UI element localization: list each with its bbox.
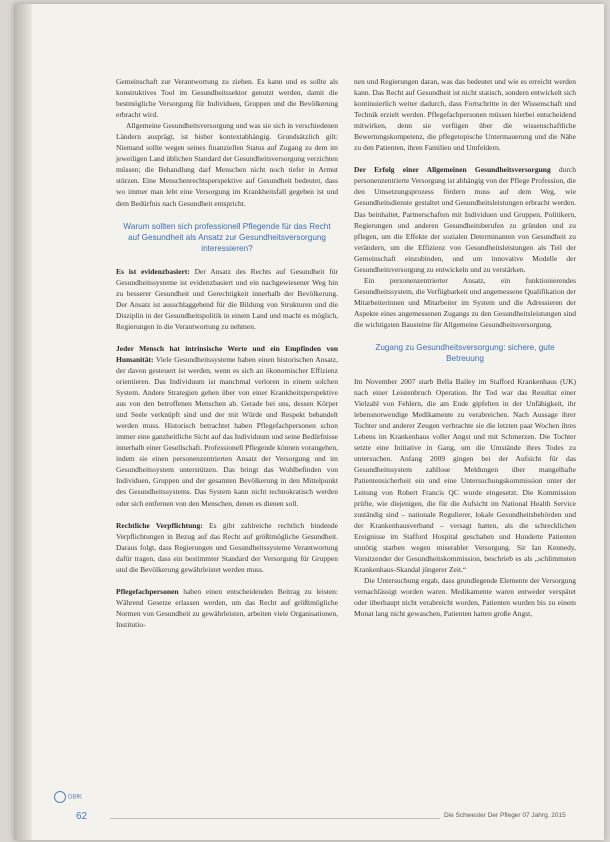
paragraph: Gemeinschaft zur Verantwortung zu ziehen. Es kann und es sollte als konstruktives Tool im Gesundheitssektor genutzt werden, damit die bestmögliche Versorgung für Individuen, Gruppen und die Bevölkerung erbracht wird. xyxy=(116,77,338,120)
paragraph: Ein personenzentrierter Ansatz, ein funktionierendes Gesundheitssystem, die Verfügbarkeit und angemessene Qualifikation der Mitarbeiterinnen und Mitarbeiter im System und die Adressieren der Aspekte eines angemessenen Zugangs zu den Gesundheitsleistungen sind die wichtigsten Bausteine für Allgemeine Gesundheitsversorgung. xyxy=(354,275,576,329)
paragraph-lead: Pflegefachpersonen xyxy=(116,586,179,596)
left-column xyxy=(116,76,338,630)
page-spine-shadow xyxy=(14,4,32,840)
paragraph xyxy=(116,520,338,575)
paragraph-body: Es gibt zahlreiche rechtlich bindende Verpflichtungen in Bezug auf das Recht auf größtmögliche Gesundheit. Daraus folgt, dass Regierungen und Gesundheitssysteme Verantwortung dafür tragen, dass ein bestimmter Standard der Versorgung für Gruppen und die Bevölkerung gewährleistet werden muss. xyxy=(116,520,338,574)
journal-citation: Die Schwester Der Pfleger 07 Jahrg. 2015 xyxy=(444,812,566,819)
paragraph-body: haben einen entscheidenden Beitrag zu leisten: Während Gesetze erlassen werden, um das Recht auf größtmögliche Normen von Gesundheit zu gewährleisten, arbeiten viele Organisationen, Institutio- xyxy=(116,586,338,629)
logo-icon xyxy=(54,791,66,803)
paragraph-body: Der Ansatz des Rechts auf Gesundheit für Gesundheitssysteme ist evidenzbasiert und ein nachgewiesener Weg hin zu besserer Gesundheit und Gerechtigkeit innerhalb der Bevölkerung. Der Ansatz ist ausschlaggebend für die Bildung von Strukturen und die Disziplin in der Gesundheitspolitik in einem Land und macht es möglich, Regierungen in die Verantwortung zu nehmen. xyxy=(116,266,338,331)
paragraph xyxy=(116,343,338,509)
footer-divider xyxy=(110,818,440,819)
paragraph xyxy=(116,266,338,332)
right-column xyxy=(354,76,576,619)
paragraph: Allgemeine Gesundheitsversorgung und was sie sich in verschiedenen Ländern ausprägt, ist bisher kontextabhängig. Grundsätzlich gilt: Niemand sollte wegen seines finanziellen Status auf Zugang zu dem im jeweiligen Land üblichen Standard der Gesundheitsversorgung verzichten müssen; die Behandlung darf Menschen nicht noch tiefer in Armut stürzen. Eine Menschenrechtsperspektive auf Gesundheit bedeutet, dass wo immer man lebt eine Versorgung im Krankheitsfall gegeben ist und dem Bedürfnis nach Gesundheit entspricht. xyxy=(116,121,338,208)
paragraph xyxy=(354,164,576,274)
page-number: 62 xyxy=(76,811,88,822)
logo-text: DBfK xyxy=(68,794,83,801)
section-subheading: Warum sollten sich professionell Pflegende für das Recht auf Gesundheit als Ansatz zur Gesundheitsversorgung interessieren? xyxy=(123,221,331,253)
paragraph-body: Viele Gesundheitssysteme haben einen historischen Ansatz, der davon gesteuert ist werden, wenn es sich an ökonomischer Effizienz orientieren. Das Individuum ist manchmal verloren in einem solchen System. Andere Strategien gehen über von einer Krankheitsperspektive aus von den betroffenen Menschen ab. Gerade bei uns, dessen Körper und Seele verknüpft sind und der mit Würde und Respekt behandelt werden muss. Historisch betrachtet haben Pflegefachpersonen schon immer eine ganzheitliche Sicht auf das Individuum und seine Bedürfnisse innerhalb einer Gesellschaft. Professionell Pflegende können vorangehen, indem sie einen personenzentrierten Ansatz der Versorgung und im Gesundheitssystem unterstützen. Das bringt das Wohlbefinden von Individuen, Gruppen und der gesamten Bevölkerung in den Mittelpunkt des Gesundheitssystems. Das System kann nicht technokratisch werden oder sich entfernen von den Menschen, denen es dienen soll. xyxy=(116,354,338,508)
paragraph-lead: Rechtliche Verpflichtung: xyxy=(116,520,203,530)
document-page xyxy=(14,4,604,840)
paragraph: nen und Regierungen daran, was das bedeutet und wie es erreicht werden kann. Das Recht auf Gesundheit ist nicht statisch, sondern entwickelt sich kontinuierlich weiter dadurch, dass Fortschritte in der Wissenschaft und Technik erzielt werden. Pflegefachpersonen müssen hierbei entscheidend mitwirken, denn sie verfügen über die wissenschaftliche Bewertungskompetenz, die pflegetopische Untermauerung und die Nähe zu den Patienten, ihren Familien und Umfeldern. xyxy=(354,77,576,153)
publisher-logo xyxy=(54,791,86,809)
paragraph: Die Untersuchung ergab, dass grundlegende Elemente der Versorgung vernachlässigt worden waren. Medikamente waren entweder verspätet oder überhaupt nicht verabreicht worden, Patienten wurden bis zu einem Monat lang nicht gewaschen, Patienten hatten große Angst, xyxy=(354,575,576,619)
paragraph: Im November 2007 starb Bella Bailey im Stafford Krankenhaus (UK) nach einer Leistenbruch Operation. Ihr Tod war das Resultat einer Vielzahl von Fehlern, die am Ende gipfelten in der Unfähigkeit, ihr lebensnotwendige Medikamente zu verabreichen. Nach Aussage ihrer Tochter und anderer Zeugen verbrachte sie die letzten paar Wochen ihres Lebens im Krankenhaus voller Angst und mit Schmerzen. Die Tochter setzte eine Initiative in Gang, um die Umstände ihres Todes zu untersuchen. Anfang 2009 gingen bei der Aufsicht für das Gesundheitssystem zahllose Meldungen über mangelhafte Patientensicherheit ein und eine Untersuchungskommission unter der Leitung von Robert Francis QC wurde eingesetzt. Die Kommission prüfte, wie diejenigen, die für die Aufsicht im National Health Service zuständig sind – nationale Regulierer, lokale Gesundheitsbehörden und der Krankenhausverband – versagt hatten, als die schrecklichen Ereignisse im Stafford Hospital geschahen und Hunderte Patienten unnötig starben wegen miserabler Versorgung. Sir Ian Kennedy, Vorsitzender der Gesundheitskommission, beschrieb es als „schlimmsten Krankenhaus-Skandal jüngerer Zeit.“ xyxy=(354,377,576,574)
paragraph-body: durch personenzentrierte Versorgung ist abhängig von der Pflege Profession, die den Umsetzungsprozess fördern muss auf dem Weg, wie Gesundheitsdienste gestaltet und Gesundheitsleistungen erbracht werden. Das beinhaltet, Partnerschaften mit Individuen und Gruppen, Politikern, Regierungen und anderen Gesundheitsberufen zu gründen und zu pflegen, um die Effekte der sozialen Determinanten von Gesundheit zu verändern, um die Effizienz von Gesundheitsleistungen als Teil der Gemeinschaft einzubinden, und um innovative Modelle der Gesundheitsversorgung zu entwickeln und zu verstärken. xyxy=(354,165,577,274)
paragraph-lead: Jeder Mensch hat intrinsische Werte und ein Empfinden von Humanität: xyxy=(116,343,338,364)
paragraph-lead: Es ist evidenzbasiert: xyxy=(116,266,190,276)
section-subheading: Zugang zu Gesundheitsversorgung: sichere, gute Betreuung xyxy=(375,343,555,364)
paragraph xyxy=(116,586,338,630)
paragraph-lead: Der Erfolg einer Allgemeinen Gesundheitsversorgung xyxy=(354,165,551,175)
